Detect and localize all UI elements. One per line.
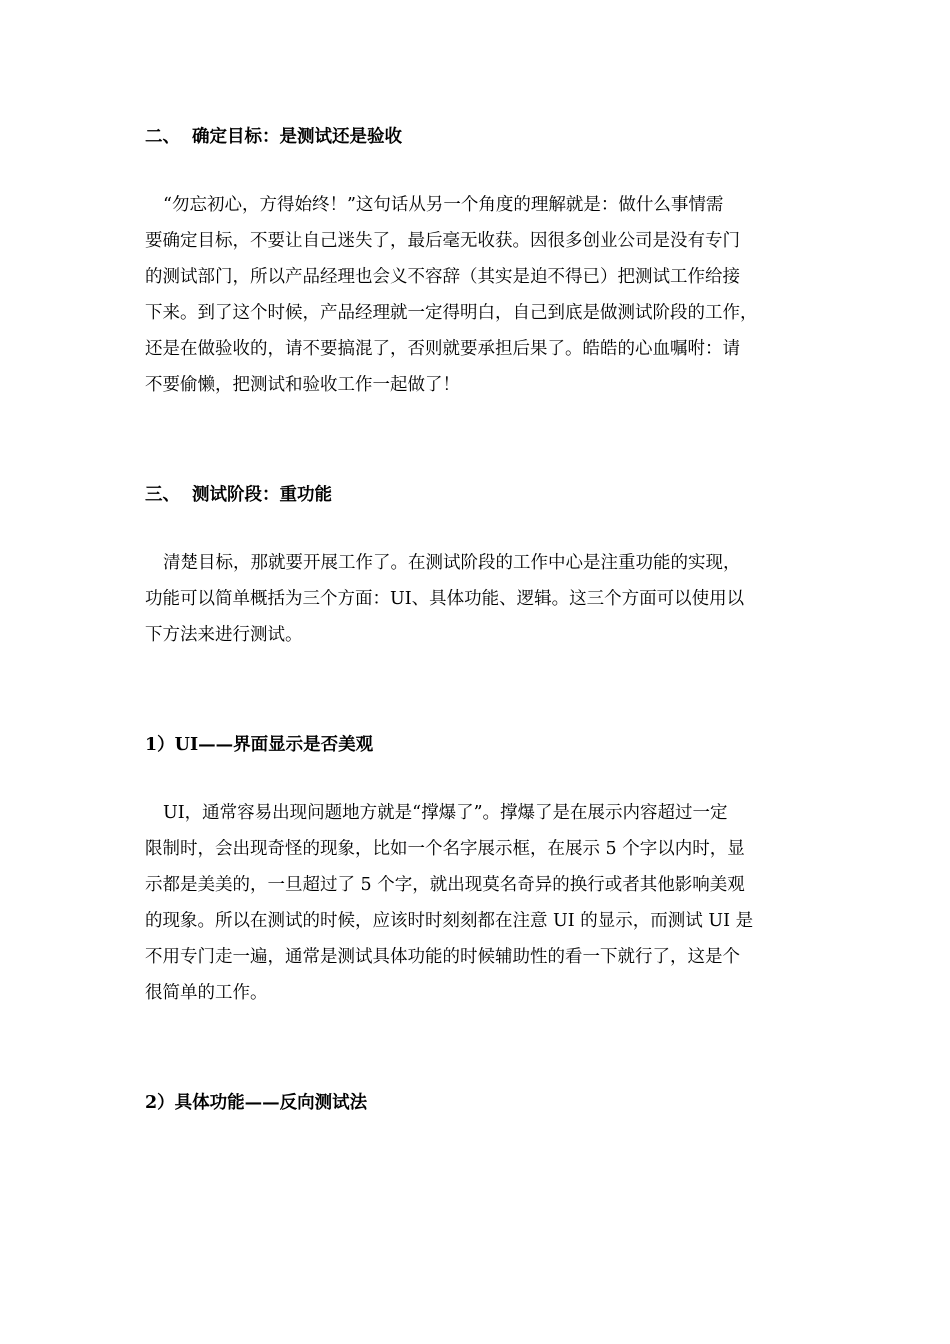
- paragraph-line: 限制时，会出现奇怪的现象，比如一个名字展示框，在展示 5 个字以内时，显: [145, 839, 745, 859]
- paragraph-line: 功能可以简单概括为三个方面：UI、具体功能、逻辑。这三个方面可以使用以: [145, 589, 745, 609]
- paragraph-line: 下方法来进行测试。: [145, 625, 303, 645]
- section-title: 确定目标：是测试还是验收: [192, 127, 402, 147]
- subsection-1-paragraph: [145, 795, 805, 1011]
- paragraph-line: 清楚目标，那就要开展工作了。在测试阶段的工作中心是注重功能的实现，: [163, 553, 741, 573]
- paragraph-line: 要确定目标，不要让自己迷失了，最后毫无收获。因很多创业公司是没有专门: [145, 231, 740, 251]
- section-title: 测试阶段：重功能: [192, 485, 332, 505]
- subsection-title: 1）UI——界面显示是否美观: [145, 735, 374, 755]
- subsection-title: 2）具体功能——反向测试法: [145, 1093, 368, 1113]
- paragraph-line: 很简单的工作。: [145, 983, 268, 1003]
- section-2-paragraph: [145, 187, 805, 403]
- paragraph-line: 示都是美美的，一旦超过了 5 个字，就出现莫名奇异的换行或者其他影响美观: [145, 875, 745, 895]
- paragraph-line: 不要偷懒，把测试和验收工作一起做了！: [145, 375, 460, 395]
- subsection-heading-1: [145, 727, 373, 763]
- subsection-heading-2: [145, 1085, 367, 1121]
- paragraph-line: UI，通常容易出现问题地方就是“撑爆了”。撑爆了是在展示内容超过一定: [163, 803, 728, 823]
- paragraph-line: “勿忘初心，方得始终！”这句话从另一个角度的理解就是：做什么事情需: [163, 195, 724, 215]
- section-number: 二、: [145, 127, 180, 147]
- section-number: 三、: [145, 485, 180, 505]
- paragraph-line: 的现象。所以在测试的时候，应该时时刻刻都在注意 UI 的显示，而测试 UI 是: [145, 911, 754, 931]
- section-heading-2: [145, 119, 402, 155]
- section-heading-3: [145, 477, 332, 513]
- paragraph-line: 的测试部门，所以产品经理也会义不容辞（其实是迫不得已）把测试工作给接: [145, 267, 740, 287]
- paragraph-line: 还是在做验收的，请不要搞混了，否则就要承担后果了。皓皓的心血嘱咐：请: [145, 339, 740, 359]
- paragraph-line: 不用专门走一遍，通常是测试具体功能的时候辅助性的看一下就行了，这是个: [145, 947, 740, 967]
- paragraph-line: 下来。到了这个时候，产品经理就一定得明白，自己到底是做测试阶段的工作，: [145, 303, 758, 323]
- section-3-paragraph: [145, 545, 805, 653]
